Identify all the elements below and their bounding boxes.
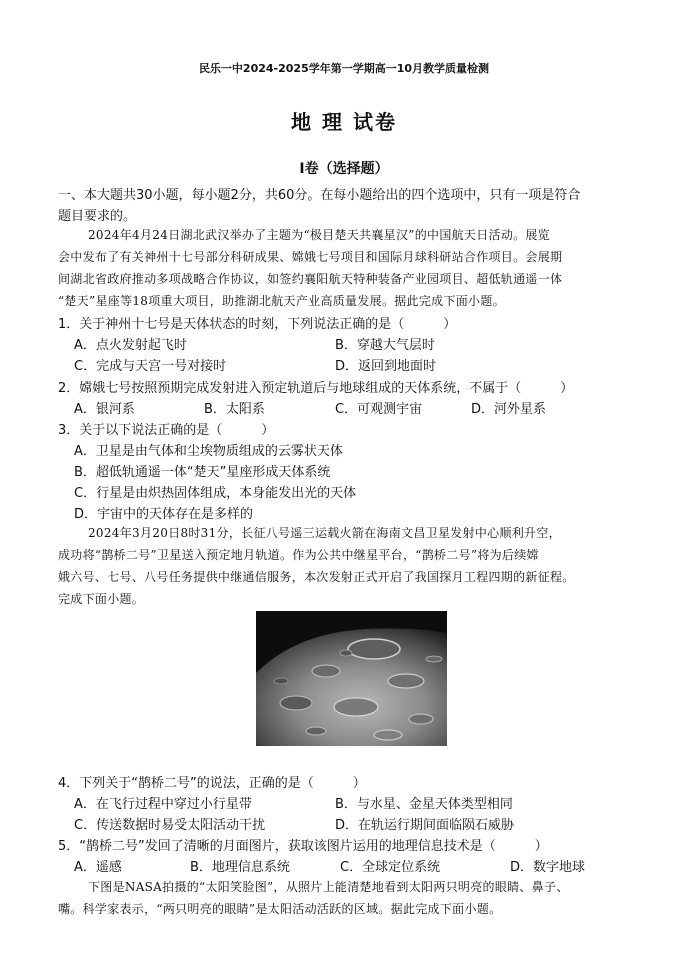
q2-option-a[interactable]: A．银河系 <box>74 402 135 417</box>
q3-option-a[interactable]: A．卫星是由气体和尘埃物质组成的云雾状天体 <box>74 444 343 459</box>
q1-option-c[interactable]: C．完成与天宫一号对接时 <box>74 359 227 374</box>
q4-option-a[interactable]: A．在飞行过程中穿过小行星带 <box>74 797 252 812</box>
material1-line-1: 2024年4月24日湖北武汉举办了主题为“极目楚天共襄星汉”的中国航天日活动。展览 <box>88 228 551 242</box>
q2-option-b[interactable]: B．太阳系 <box>204 402 265 417</box>
q2-option-c[interactable]: C．可观测宇宙 <box>335 402 423 417</box>
material2-line-4: 完成下面小题。 <box>58 592 145 606</box>
instructions-line-1: 一、本大题共30小题，每小题2分，共60分。在每小题给出的四个选项中，只有一项是符合 <box>58 188 581 203</box>
material3-line-1: 下图是NASA拍摄的“太阳笑脸图”，从照片上能清楚地看到太阳两只明亮的眼睛、鼻子、 <box>88 880 569 894</box>
material3-line-2: 嘴。科学家表示，“两只明亮的眼睛”是太阳活动活跃的区域。据此完成下面小题。 <box>58 902 502 916</box>
q4-stem: 4．下列关于“鹊桥二号”的说法，正确的是（ ） <box>58 776 366 791</box>
q4-option-b[interactable]: B．与水星、金星天体类型相同 <box>335 797 513 812</box>
q4-option-c[interactable]: C．传送数据时易受太阳活动干扰 <box>74 818 266 833</box>
q5-option-b[interactable]: B．地理信息系统 <box>190 860 290 875</box>
q1-option-d[interactable]: D．返回到地面时 <box>335 359 437 374</box>
material2-line-1: 2024年3月20日8时31分，长征八号遥三运载火箭在海南文昌卫星发射中心顺利升空， <box>88 526 561 540</box>
q5-stem: 5．“鹊桥二号”发回了清晰的月面图片，获取该图片运用的地理信息技术是（ ） <box>58 839 548 854</box>
q1-option-a[interactable]: A．点火发射起飞时 <box>74 338 187 353</box>
exam-title: 民乐一中2024-2025学年第一学期高一10月教学质量检测 <box>198 62 490 75</box>
q5-option-c[interactable]: C．全球定位系统 <box>340 860 441 875</box>
moon-surface-icon <box>256 611 447 746</box>
q3-option-c[interactable]: C．行星是由炽热固体组成，本身能发出光的天体 <box>74 486 357 501</box>
q1-stem: 1．关于神州十七号是天体状态的时刻，下列说法正确的是（ ） <box>58 317 457 332</box>
q2-option-d[interactable]: D．河外星系 <box>471 402 547 417</box>
section-heading: I卷（选择题） <box>299 161 389 177</box>
q3-stem: 3．关于以下说法正确的是（ ） <box>58 423 275 438</box>
q5-option-d[interactable]: D．数字地球 <box>510 860 586 875</box>
moon-surface-photo <box>256 611 447 746</box>
q1-option-b[interactable]: B．穿越大气层时 <box>335 338 435 353</box>
material1-line-4: “楚天”星座等18项重大项目，助推湖北航天产业高质量发展。据此完成下面小题。 <box>58 294 505 308</box>
q4-option-d[interactable]: D．在轨运行期间面临陨石威胁 <box>335 818 515 833</box>
q3-option-d[interactable]: D．宇宙中的天体存在是多样的 <box>74 507 254 522</box>
q2-stem: 2．嫦娥七号按照预期完成发射进入预定轨道后与地球组成的天体系统，不属于（ ） <box>58 381 574 396</box>
material2-line-2: 成功将“鹊桥二号”卫星送入预定地月轨道。作为公共中继星平台，“鹊桥二号”将为后续嫦 <box>58 548 539 562</box>
subject-title: 地 理 试卷 <box>291 110 397 134</box>
material2-line-3: 娥六号、七号、八号任务提供中继通信服务，本次发射正式开启了我国探月工程四期的新征程。 <box>58 570 575 584</box>
q3-option-b[interactable]: B．超低轨通遥一体“楚天”星座形成天体系统 <box>74 465 331 480</box>
q5-option-a[interactable]: A．遥感 <box>74 860 122 875</box>
instructions-line-2: 题目要求的。 <box>58 209 137 224</box>
material1-line-3: 间湖北省政府推动多项战略合作协议，如签约襄阳航天特种装备产业园项目、超低轨通遥一体 <box>58 272 563 286</box>
material1-line-2: 会中发布了有关神州十七号部分科研成果、嫦娥七号项目和国际月球科研站合作项目。会展期 <box>58 250 563 264</box>
